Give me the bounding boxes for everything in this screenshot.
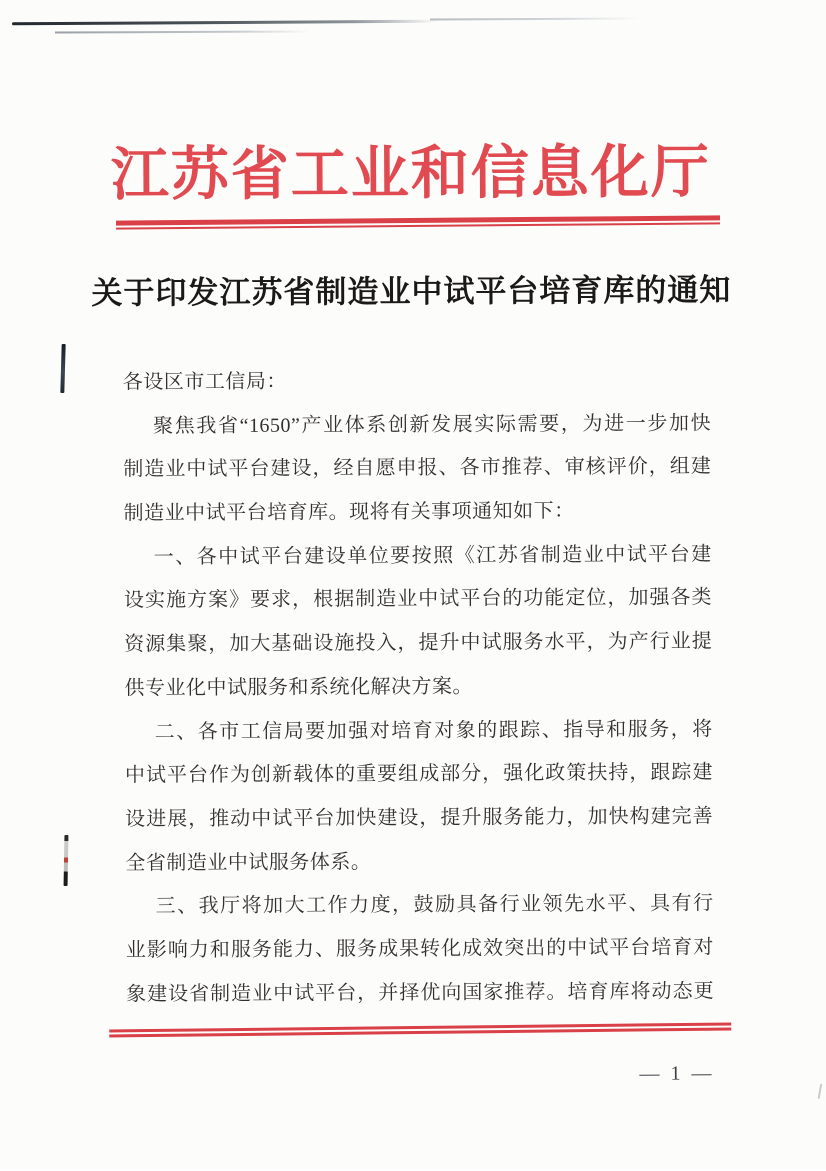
agency-header-title: 江苏省工业和信息化厅 xyxy=(110,139,711,208)
body-line: 制造业中试平台建设，经自愿申报、各市推荐、审核评价，组建 xyxy=(123,455,712,481)
document-body xyxy=(123,358,714,1016)
header-double-rule xyxy=(116,215,720,229)
body-line: 各设区市工信局： xyxy=(122,370,287,394)
body-line: 中试平台作为创新载体的重要组成部分，强化政策扶持，跟踪建 xyxy=(124,761,713,787)
body-line: 业影响力和服务能力、服务成果转化成效突出的中试平台培育对 xyxy=(125,936,714,962)
body-line: 三、我厅将加大工作力度，鼓励具备行业领先水平、具有行 xyxy=(155,892,714,918)
body-line: 供专业化中试服务和系统化解决方案。 xyxy=(124,675,474,700)
body-line: 设进展，推动中试平台加快建设，提升服务能力，加快构建完善 xyxy=(125,805,714,831)
document-title: 关于印发江苏省制造业中试平台培育库的通知 xyxy=(91,272,732,311)
footer-double-rule xyxy=(109,1022,731,1037)
body-line: 资源集聚，加大基础设施投入，提升中试服务水平，为产行业提 xyxy=(124,630,713,656)
page-number: — 1 — xyxy=(639,1062,715,1085)
body-line: 一、各中试平台建设单位要按照《江苏省制造业中试平台建 xyxy=(153,543,712,569)
body-line: 二、各市工信局要加强对培育对象的跟踪、指导和服务，将 xyxy=(154,717,713,743)
body-line: 制造业中试平台培育库。现将有关事项通知如下： xyxy=(123,500,575,525)
body-line: 象建设省制造业中试平台，并择优向国家推荐。培育库将动态更 xyxy=(126,980,715,1006)
body-line: 全省制造业中试服务体系。 xyxy=(125,850,372,875)
body-line: 聚焦我省“1650”产业体系创新发展实际需要，为进一步加快 xyxy=(153,412,712,438)
body-line: 设实施方案》要求，根据制造业中试平台的功能定位，加强各类 xyxy=(123,586,713,612)
